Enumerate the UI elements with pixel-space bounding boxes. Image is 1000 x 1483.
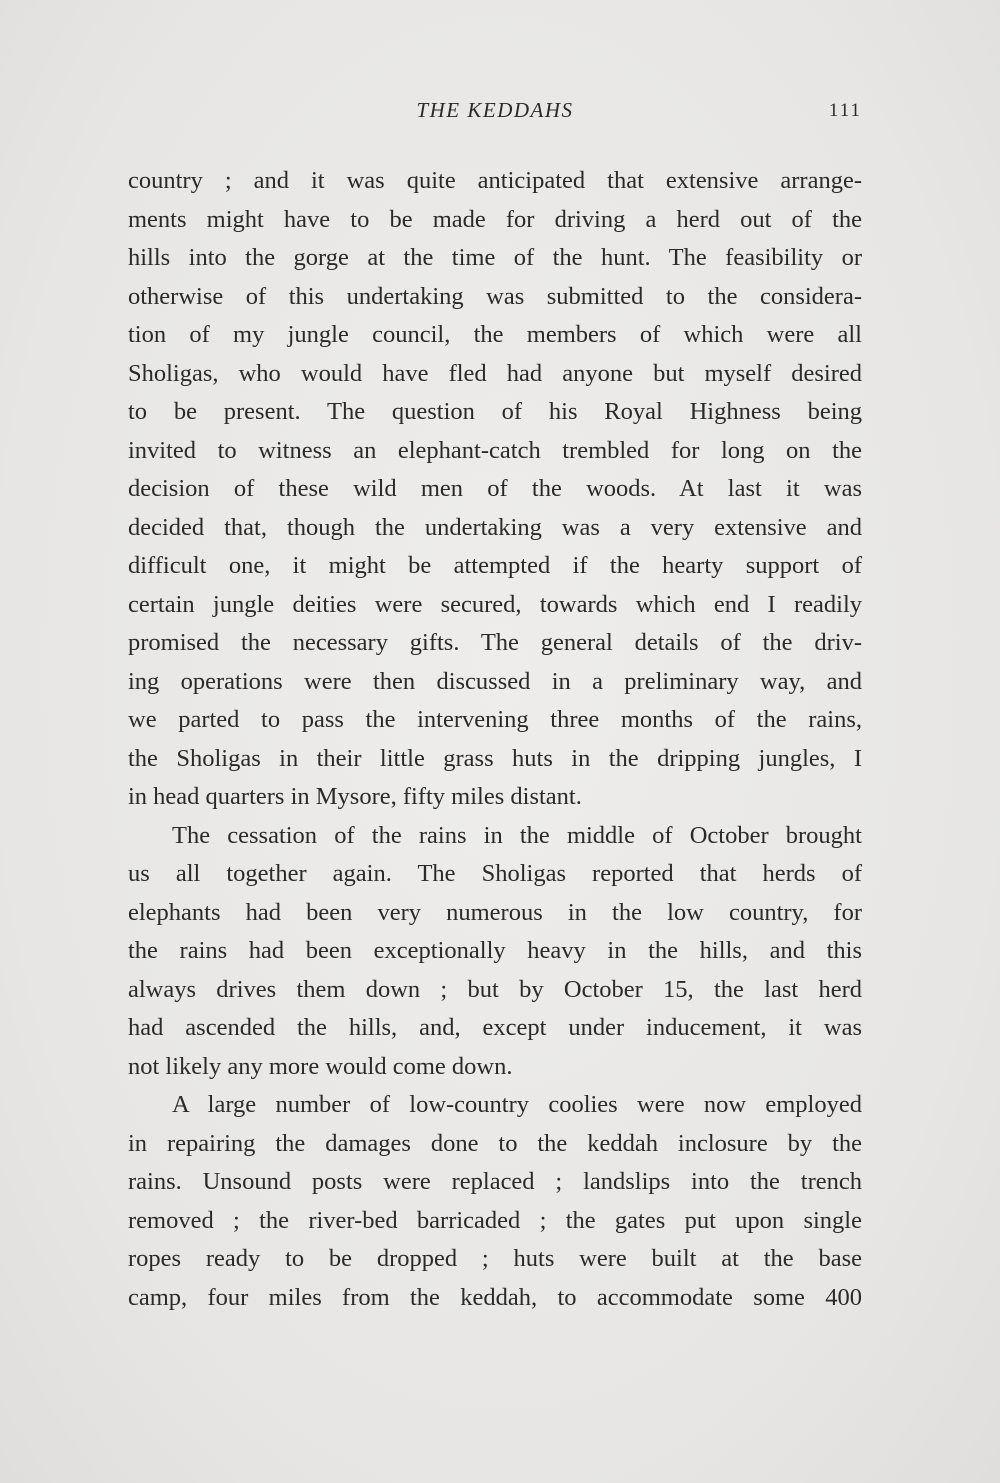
text-line: had ascended the hills, and, except under inducement, it was <box>128 1014 862 1041</box>
text-line: decided that, though the undertaking was a very extensive and <box>128 513 862 541</box>
text-line: the rains had been exceptionally heavy in the hills, and this <box>128 937 862 964</box>
text-line: us all together again. The Sholigas reported that herds of <box>128 860 862 887</box>
text-line: elephants had been very numerous in the low country, for <box>128 898 862 926</box>
text-line: difficult one, it might be attempted if the hearty support of <box>128 552 862 579</box>
text-line: hills into the gorge at the time of the hunt. The feasibility or <box>128 244 862 271</box>
paragraph-2 <box>128 817 862 1087</box>
text-line: invited to witness an elephant-catch trembled for long on the <box>128 436 862 464</box>
text-line: in repairing the damages done to the keddah inclosure by the <box>128 1129 862 1157</box>
text-line: rains. Unsound posts were replaced ; landslips into the trench <box>128 1168 862 1195</box>
text-line: The cessation of the rains in the middle of October brought <box>172 821 862 849</box>
text-line: ments might have to be made for driving a herd out of the <box>128 205 862 233</box>
text-line: certain jungle deities were secured, towards which end I readily <box>128 590 862 618</box>
text-line: removed ; the river-bed barricaded ; the gates put upon single <box>128 1206 862 1234</box>
text-line: to be present. The question of his Royal Highness being <box>128 398 862 425</box>
page-header <box>128 98 862 134</box>
text-line: in head quarters in Mysore, fifty miles distant. <box>128 783 582 810</box>
paragraph-1 <box>128 162 862 817</box>
body-text <box>128 162 862 1317</box>
text-line: ropes ready to be dropped ; huts were built at the base <box>128 1245 862 1272</box>
text-line: camp, four miles from the keddah, to accommodate some 400 <box>128 1283 862 1311</box>
text-line: Sholigas, who would have fled had anyone but myself desired <box>128 359 862 387</box>
text-line: we parted to pass the intervening three months of the rains, <box>128 706 862 733</box>
text-line: promised the necessary gifts. The general details of the driv- <box>128 629 862 656</box>
text-line: tion of my jungle council, the members of which were all <box>128 321 862 348</box>
text-line: ing operations were then discussed in a preliminary way, and <box>128 667 862 695</box>
paragraph-3 <box>128 1086 862 1317</box>
text-line: the Sholigas in their little grass huts in the dripping jungles, I <box>128 744 862 772</box>
running-title: THE KEDDAHS <box>416 98 574 122</box>
page-number: 111 <box>828 100 862 121</box>
text-line: A large number of low-country coolies were now employed <box>172 1091 862 1118</box>
text-line: always drives them down ; but by October 15, the last herd <box>128 975 862 1003</box>
text-line: otherwise of this undertaking was submitted to the considera- <box>128 282 862 310</box>
text-line: not likely any more would come down. <box>128 1052 513 1080</box>
text-line: country ; and it was quite anticipated that extensive arrange- <box>128 167 862 194</box>
text-line: decision of these wild men of the woods. At last it was <box>128 475 862 502</box>
